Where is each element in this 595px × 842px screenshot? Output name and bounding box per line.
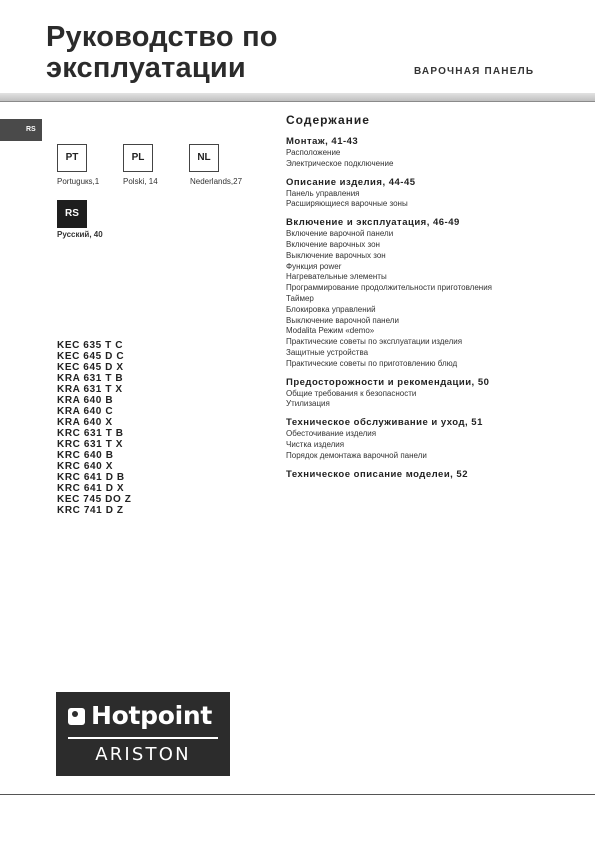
toc-item[interactable]: Выключение варочной панели	[286, 315, 399, 325]
title-line-1: Руководство по	[46, 21, 278, 53]
model-item: KRC 640 X	[57, 461, 113, 472]
toc-item[interactable]: Modalita Режим «demo»	[286, 326, 375, 336]
model-item: KRC 640 B	[57, 450, 114, 461]
toc-item[interactable]: Таймер	[286, 293, 314, 303]
toc-heading: Содержание	[286, 113, 370, 127]
toc-section-precautions	[286, 377, 566, 411]
model-item: KRA 640 B	[57, 395, 114, 406]
toc-section-installation	[286, 136, 566, 170]
logo-brand-text: Hotpoint	[91, 701, 213, 730]
language-box-nl[interactable]: NL	[189, 144, 219, 172]
language-label-rs: Русский, 40	[57, 230, 103, 239]
language-side-tab: RS	[0, 119, 42, 141]
footer-divider	[0, 794, 595, 795]
model-item: KRC 631 T X	[57, 439, 124, 450]
toc-item[interactable]: Защитные устройства	[286, 347, 369, 357]
toc-item[interactable]: Выключение варочных зон	[286, 250, 386, 260]
model-item: KRA 640 C	[57, 406, 114, 417]
table-of-contents	[286, 113, 566, 488]
toc-item[interactable]: Практические советы по приготовлению блюд	[286, 358, 458, 368]
toc-section-title[interactable]: Монтаж, 41-43	[286, 136, 359, 147]
toc-section-specs	[286, 469, 566, 481]
language-label-nl: Nederlands,27	[190, 177, 243, 186]
toc-section-maintenance	[286, 417, 566, 461]
toc-item[interactable]: Включение варочной панели	[286, 229, 394, 239]
toc-section-title[interactable]: Включение и эксплуатация, 46-49	[286, 217, 460, 229]
language-box-rs[interactable]: RS	[57, 200, 87, 228]
header-divider-bar	[0, 93, 595, 102]
toc-item[interactable]: Блокировка управлений	[286, 304, 376, 314]
title-line-2: эксплуатации	[46, 52, 246, 84]
toc-item[interactable]: Чистка изделия	[286, 439, 345, 449]
toc-section-title[interactable]: Описание изделия, 44-45	[286, 176, 416, 188]
model-item: KRA 640 X	[57, 417, 113, 428]
toc-item[interactable]: Расширяющиеся варочные зоны	[286, 199, 408, 209]
toc-item[interactable]: Порядок демонтажа варочной панели	[286, 450, 427, 460]
model-item: KRC 641 D X	[57, 483, 125, 494]
toc-item[interactable]: Обесточивание изделия	[286, 429, 377, 439]
toc-section-title[interactable]: Предосторожности и рекомендации, 50	[286, 376, 490, 388]
model-item: KRC 641 D B	[57, 472, 125, 483]
model-item: KRA 631 T B	[57, 373, 124, 384]
hotpoint-ariston-logo	[56, 692, 230, 776]
language-label-pt: Portuguкs,1	[57, 177, 100, 186]
model-item: KEC 645 D X	[57, 362, 124, 373]
toc-item[interactable]: Общие требования к безопасности	[286, 388, 417, 398]
language-label-pl: Polski, 14	[123, 177, 158, 186]
toc-item[interactable]: Функция power	[286, 261, 342, 271]
toc-item[interactable]: Расположение	[286, 148, 341, 157]
model-item: KRA 631 T X	[57, 384, 123, 395]
logo-sub-text: ARISTON	[95, 744, 191, 765]
toc-section-operation	[286, 217, 566, 369]
toc-item[interactable]: Электрическое подключение	[286, 158, 394, 168]
product-type-label: ВАРОЧНАЯ ПАНЕЛЬ	[414, 66, 535, 77]
toc-section-description	[286, 177, 566, 211]
toc-section-title[interactable]: Техническое обслуживание и уход, 51	[286, 417, 483, 429]
logo-divider	[68, 737, 218, 739]
model-item: KEC 745 DO Z	[57, 494, 132, 505]
model-item: KRC 741 D Z	[57, 505, 124, 516]
model-item: KRC 631 T B	[57, 428, 124, 439]
toc-item[interactable]: Программирование продолжительности приготовления	[286, 283, 492, 293]
logo-mark-icon	[68, 708, 85, 725]
model-item: KEC 635 T C	[57, 340, 124, 351]
model-item: KEC 645 D C	[57, 351, 125, 362]
toc-section-title[interactable]: Техническое описание моделеи, 52	[286, 468, 468, 480]
toc-item[interactable]: Нагревательные элементы	[286, 272, 387, 282]
toc-item[interactable]: Панель управления	[286, 188, 360, 198]
page-title	[46, 22, 278, 84]
toc-item[interactable]: Практические советы по эксплуатации изделия	[286, 337, 463, 347]
model-list	[57, 340, 131, 516]
toc-item[interactable]: Включение варочных зон	[286, 239, 380, 249]
toc-item[interactable]: Утилизация	[286, 399, 330, 409]
language-box-pt[interactable]: PT	[57, 144, 87, 172]
language-box-pl[interactable]: PL	[123, 144, 153, 172]
